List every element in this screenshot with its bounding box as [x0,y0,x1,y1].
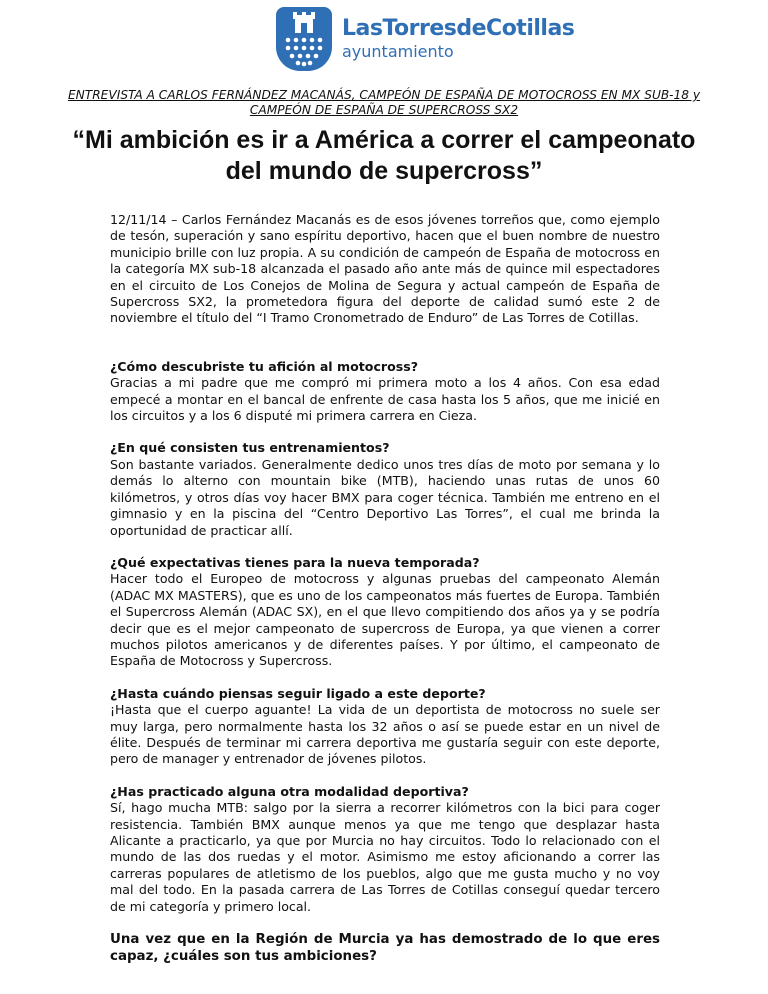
question-3: ¿Qué expectativas tienes para la nueva temporada? [110,554,480,570]
logo-name: LasTorresdeCotillas [342,16,575,41]
answer-2: Son bastante variados. Generalmente dedico unos tres días de moto por semana y lo demás lo alterno con mountain bike (MTB), haciendo unas rutas de unos 60 kilómetros, y otros días voy hacer BMX para coger técnica. También me entreno en el gimnasio y en la piscina del “Centro Deportivo Las Torres”, el cual me brinda la oportunidad de practicar allí. [110,456,660,538]
question-5: ¿Has practicado alguna otra modalidad deportiva? [110,783,469,799]
municipality-logo [276,6,574,72]
article-headline: “Mi ambición es ir a América a correr el campeonato del mundo de supercross” [72,126,696,185]
answer-5: Sí, hago mucha MTB: salgo por la sierra a recorrer kilómetros con la bici para coger resistencia. También BMX aunque menos ya que me tengo que desplazar hasta Alicante a practicarlo, ya que por Murcia no hay circuitos. Todo lo relacionado con el mundo de las dos ruedas y el motor. Asimismo me estoy aficionando a correr las carreras populares de atletismo de los pueblos, algo que me gusta mucho y no voy mal del todo. En la pasada carrera de Las Torres de Cotillas conseguí quedar tercero de mi categoría y primero local. [110,800,660,914]
article-body [110,212,660,965]
question-4: ¿Hasta cuándo piensas seguir ligado a este deporte? [110,685,486,701]
article-lead: 12/11/14 – Carlos Fernández Macanás es de esos jóvenes torreños que, como ejemplo de tesón, superación y sano espíritu deportivo, hacen que el buen nombre de nuestro municipio brille con luz propia. A su condición de campeón de España de motocross en la categoría MX sub-18 alcanzada el pasado año ante más de quince mil espectadores en el circuito de Los Conejos de Molina de Segura y actual campeón de España de Supercross SX2, la prometedora figura del deporte de calidad sumó este 2 de noviembre el título del “I Tramo Cronometrado de Enduro” de Las Torres de Cotillas. [110,212,660,326]
municipality-seal-icon [276,7,332,71]
question-2: ¿En qué consisten tus entrenamientos? [110,440,390,456]
answer-4: ¡Hasta que el cuerpo aguante! La vida de un deportista de motocross no suele ser muy larga, pero normalmente hasta los 32 años o así se puede estar en un nivel de élite. Después de terminar mi carrera deportiva me gustaría seguir con este deporte, pero de manager y entrenador de jóvenes pilotos. [110,702,660,767]
article-kicker: ENTREVISTA A CARLOS FERNÁNDEZ MACANÁS, CAMPEÓN DE ESPAÑA DE MOTOCROSS EN MX SUB-18 y CAMPEÓN DE ESPAÑA DE SUPERCROSS SX2 [67,88,701,117]
question-6: Una vez que en la Región de Murcia ya has demostrado de lo que eres capaz, ¿cuáles son tus ambiciones? [110,932,660,965]
logo-subtitle: ayuntamiento [342,42,454,61]
answer-1: Gracias a mi padre que me compró mi primera moto a los 4 años. Con esa edad empecé a montar en el bancal de enfrente de casa hasta los 5 años, que me inicié en los circuitos y a los 6 disputé mi primera carrera en Cieza. [110,375,660,424]
answer-3: Hacer todo el Europeo de motocross y algunas pruebas del campeonato Alemán (ADAC MX MASTERS), que es uno de los campeonatos más fuertes de Europa. También el Supercross Alemán (ADAC SX), en el que llevo compitiendo dos años ya y se podría decir que es el mejor campeonato de supercross de Europa, ya que vienen a correr muchos pilotos americanos y de diferentes países. Y por último, el campeonato de España de Motocross y Supercross. [110,571,660,669]
question-1: ¿Cómo descubriste tu afición al motocross? [110,358,419,374]
